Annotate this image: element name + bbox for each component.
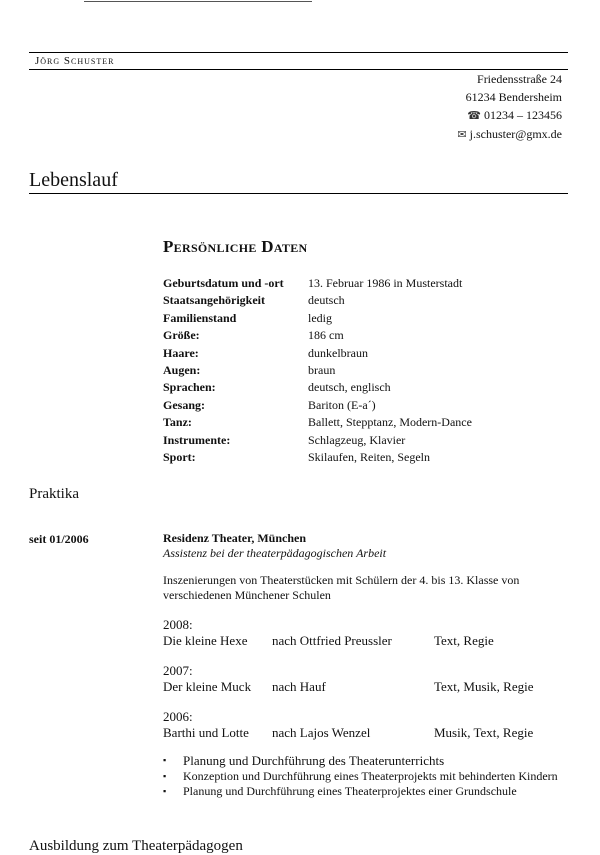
bullet-square-icon: ▪ — [163, 771, 167, 781]
phone-icon: ☎ — [467, 110, 481, 122]
personal-data-value: 13. Februar 1986 in Musterstadt — [308, 276, 463, 290]
production-year: 2008: — [163, 617, 193, 632]
productions-list — [163, 617, 558, 741]
personal-data-row — [163, 345, 472, 362]
production-title: Die kleine Hexe — [163, 633, 248, 648]
praktika-entry — [163, 531, 558, 799]
personal-data-value: Schlagzeug, Klavier — [308, 432, 406, 447]
personal-data-value: deutsch — [308, 293, 345, 308]
production-author: nach Ottfried Preussler — [272, 633, 392, 648]
personal-data-row — [163, 414, 472, 431]
task-bullet-text: Konzeption und Durchführung eines Theaterprojekts mit behinderten Kindern — [183, 769, 558, 783]
document-title: Lebenslauf — [29, 169, 118, 191]
personal-data-value: Skilaufen, Reiten, Segeln — [308, 449, 430, 464]
job-description: Inszenierungen von Theaterstücken mit Schülern der 4. bis 13. Klasse von verschiedenen Münchener Schulen — [163, 573, 520, 602]
personal-data-row — [163, 432, 472, 449]
envelope-icon: ✉ — [457, 129, 467, 141]
production-row — [163, 633, 558, 649]
personal-data-label: Instrumente: — [163, 432, 231, 447]
personal-data-value: Bariton (E-a´) — [308, 397, 376, 412]
production-entry — [163, 617, 558, 649]
contact-phone: 01234 – 123456 — [484, 108, 562, 122]
applicant-name: Jörg Schuster — [35, 55, 115, 67]
production-entry — [163, 709, 558, 741]
bullet-square-icon: ▪ — [163, 786, 167, 796]
title-rule — [29, 193, 568, 194]
production-author: nach Lajos Wenzel — [272, 725, 371, 740]
task-bullet-list — [163, 753, 558, 798]
contact-city: 61234 Bendersheim — [465, 90, 562, 104]
personal-data-row — [163, 310, 472, 327]
contact-phone-line — [457, 106, 562, 125]
contact-email-line — [457, 125, 562, 144]
employer: Residenz Theater, München — [163, 531, 307, 545]
personal-data-label: Geburtsdatum und -ort — [163, 276, 284, 290]
personal-data-row — [163, 362, 472, 379]
personal-data-value: deutsch, englisch — [308, 380, 391, 395]
top-decorative-line — [84, 1, 312, 2]
production-roles: Text, Regie — [434, 633, 494, 648]
production-roles: Musik, Text, Regie — [434, 725, 534, 740]
praktika-heading: Praktika — [29, 486, 79, 502]
training-heading: Ausbildung zum Theaterpädagogen — [29, 838, 243, 854]
personal-data-label: Größe: — [163, 328, 200, 343]
personal-data-row — [163, 275, 472, 292]
production-author: nach Hauf — [272, 679, 326, 694]
production-year: 2007: — [163, 663, 193, 678]
contact-email: j.schuster@gmx.de — [469, 127, 562, 141]
personal-data-value: Ballett, Stepptanz, Modern-Dance — [308, 415, 472, 430]
personal-data-row — [163, 379, 472, 396]
production-row — [163, 679, 558, 695]
production-title: Barthi und Lotte — [163, 725, 249, 740]
task-bullet — [163, 784, 558, 798]
task-bullet-text: Planung und Durchführung des Theaterunterrichts — [183, 753, 445, 768]
personal-data-label: Sport: — [163, 449, 196, 464]
personal-data-label: Sprachen: — [163, 380, 216, 395]
header-rule-top — [29, 52, 568, 53]
contact-street: Friedensstraße 24 — [477, 72, 562, 86]
personal-data-row — [163, 449, 472, 466]
praktika-period: seit 01/2006 — [29, 532, 89, 546]
personal-data-value: 186 cm — [308, 328, 344, 343]
task-bullet — [163, 769, 558, 783]
personal-data-label: Familienstand — [163, 310, 237, 325]
personal-data-label: Haare: — [163, 345, 199, 360]
production-title: Der kleine Muck — [163, 679, 252, 694]
personal-data-value: dunkelbraun — [308, 345, 368, 360]
personal-data-label: Staatsangehörigkeit — [163, 293, 265, 308]
bullet-square-icon: ▪ — [163, 755, 167, 765]
job-role: Assistenz bei der theaterpädagogischen Arbeit — [163, 546, 387, 560]
personal-data-table — [163, 275, 472, 466]
task-bullet — [163, 753, 558, 768]
personal-data-label: Tanz: — [163, 415, 192, 430]
personal-data-value: braun — [308, 362, 336, 377]
personal-data-row — [163, 292, 472, 309]
production-row — [163, 725, 558, 741]
personal-data-heading: Persönliche Daten — [163, 237, 308, 256]
production-year: 2006: — [163, 709, 193, 724]
personal-data-label: Augen: — [163, 362, 201, 377]
production-roles: Text, Musik, Regie — [434, 679, 534, 694]
personal-data-row — [163, 397, 472, 414]
personal-data-value: ledig — [308, 310, 332, 325]
production-entry — [163, 663, 558, 695]
task-bullet-text: Planung und Durchführung eines Theaterprojektes einer Grundschule — [183, 784, 517, 798]
personal-data-row — [163, 327, 472, 344]
contact-block — [457, 70, 562, 144]
personal-data-label: Gesang: — [163, 397, 205, 412]
